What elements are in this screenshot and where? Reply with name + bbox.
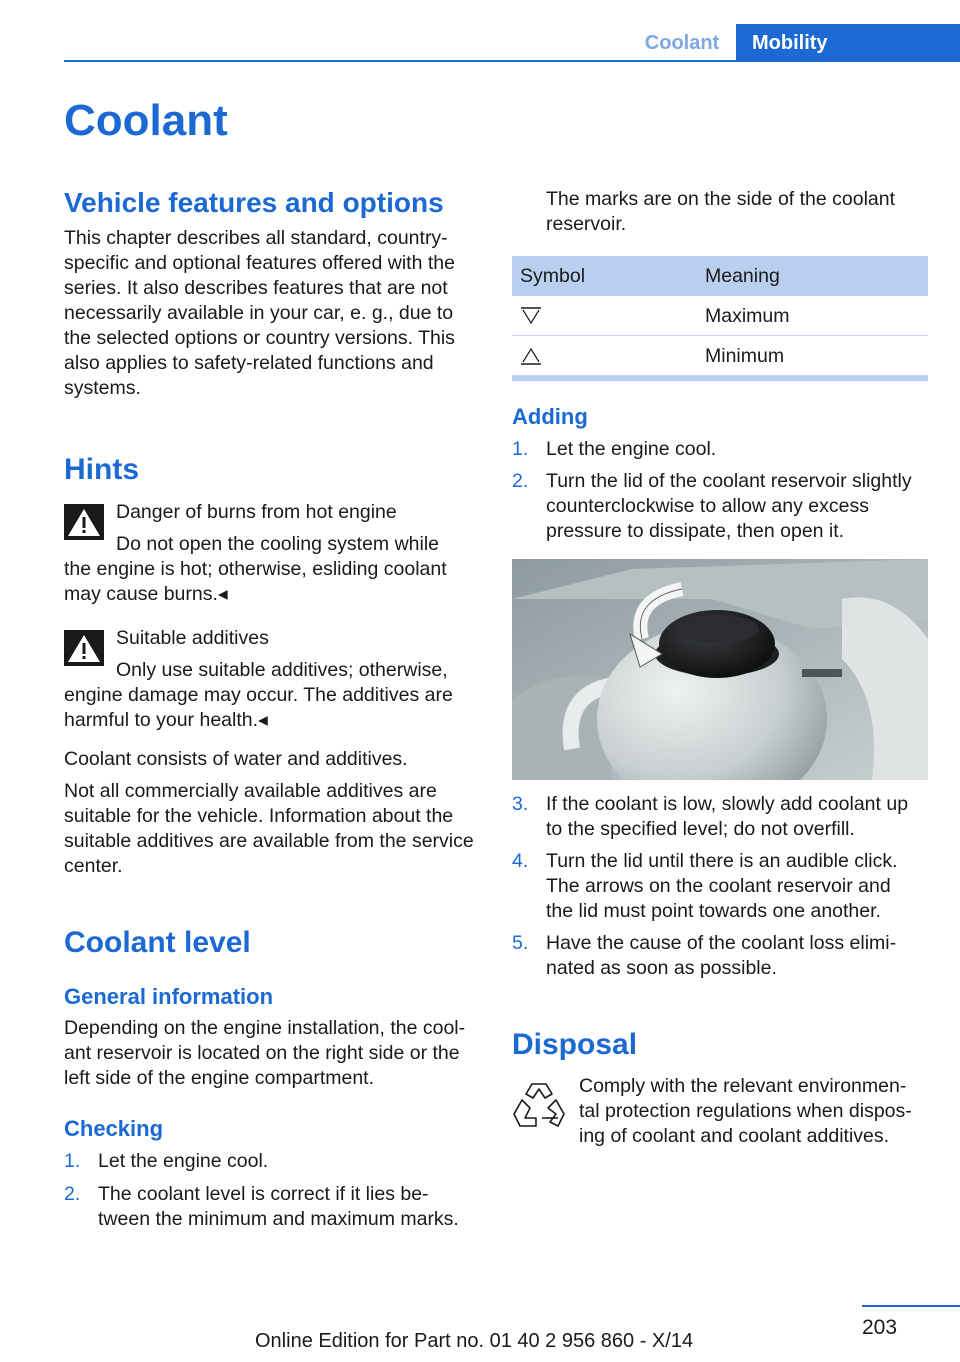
table-cell-meaning: Maximum (705, 305, 790, 327)
hints-paragraph-line: center. (64, 855, 123, 877)
coolant-reservoir-photo (512, 559, 928, 780)
step-number: 2. (64, 1183, 81, 1205)
hints-paragraph: Coolant consists of water and additives. (64, 748, 408, 770)
step-text: counterclockwise to allow any excess (546, 495, 869, 517)
vehicle-line: also applies to safety-related functions and (64, 352, 434, 374)
warning-text: may cause burns.◂ (64, 583, 228, 605)
vehicle-line: systems. (64, 377, 141, 399)
table-cell-meaning: Minimum (705, 345, 785, 367)
warning-triangle-icon (64, 504, 104, 540)
table-row (512, 336, 928, 376)
warning-text: Do not open the cooling system while (116, 533, 440, 555)
step-text: to the specified level; do not overfill. (546, 818, 855, 840)
vehicle-line: specific and optional features offered with the (64, 252, 455, 274)
table-header-row (512, 256, 928, 296)
vehicle-features-heading: Vehicle features and options (64, 187, 444, 218)
warning-text: harmful to your health.◂ (64, 709, 268, 731)
step-number: 3. (512, 793, 529, 815)
warning-title: Danger of burns from hot engine (116, 501, 397, 523)
warning-text: engine damage may occur. The additives are (64, 684, 453, 706)
footer-rule (862, 1305, 960, 1307)
table-end-rule (512, 376, 928, 381)
warning-text: Only use suitable additives; otherwise, (116, 659, 448, 681)
step-text: Have the cause of the coolant loss elimi- (546, 932, 897, 954)
step-text: Turn the lid until there is an audible click. (546, 850, 898, 872)
warning-title: Suitable additives (116, 627, 269, 649)
warning-triangle-icon (64, 630, 104, 666)
table-row (512, 296, 928, 336)
checking-heading: Checking (64, 1116, 164, 1141)
header-section-tab[interactable]: Coolant (644, 32, 720, 54)
disposal-heading: Disposal (512, 1028, 638, 1061)
step-text: If the coolant is low, slowly add coolant up (546, 793, 909, 815)
header-chapter-tab[interactable]: Mobility (736, 24, 960, 62)
footer-edition-text: Online Edition for Part no. 01 40 2 956 860 - X/14 (255, 1330, 694, 1352)
step-text: The arrows on the coolant reservoir and (546, 875, 891, 897)
header-rule (64, 60, 960, 62)
hints-heading: Hints (64, 453, 139, 486)
max-mark-icon (520, 306, 542, 326)
step-number: 4. (512, 850, 529, 872)
page-number: 203 (862, 1316, 898, 1339)
symbol-table (512, 256, 928, 381)
warning-text: the engine is hot; otherwise, esliding coolant (64, 558, 447, 580)
step-text: Let the engine cool. (546, 438, 717, 460)
vehicle-line: the selected options or country versions. This (64, 327, 455, 349)
vehicle-features-section (64, 186, 484, 401)
checking-steps (64, 1149, 484, 1239)
vehicle-line: This chapter describes all standard, country- (64, 227, 448, 249)
adding-steps-before (512, 437, 932, 547)
coolant-level-heading: Coolant level (64, 926, 251, 959)
general-line: left side of the engine compartment. (64, 1067, 375, 1089)
step-text: Turn the lid of the coolant reservoir slightly (546, 470, 912, 492)
step-text: The coolant level is correct if it lies be- (98, 1183, 429, 1205)
general-line: ant reservoir is located on the right side or the (64, 1042, 460, 1064)
step-number: 1. (64, 1150, 81, 1172)
hints-paragraph-line: Not all commercially available additives are (64, 780, 437, 802)
table-header-meaning: Meaning (705, 265, 780, 287)
general-information-heading: General information (64, 984, 274, 1009)
disposal-line: ing of coolant and coolant additives. (579, 1125, 890, 1147)
step-number: 1. (512, 438, 529, 460)
step-number: 2. (512, 470, 529, 492)
general-line: Depending on the engine installation, the cool- (64, 1017, 466, 1039)
page-title: Coolant (64, 96, 228, 145)
disposal-line: Comply with the relevant environmen- (579, 1075, 907, 1097)
disposal-line: tal protection regulations when dispos- (579, 1100, 912, 1122)
step-text: nated as soon as possible. (546, 957, 777, 979)
adding-steps-after (512, 792, 932, 982)
hints-paragraph-line: suitable for the vehicle. Information about the (64, 805, 454, 827)
vehicle-line: necessarily available in your car, e. g., due to (64, 302, 454, 324)
vehicle-line: series. It also describes features that are not (64, 277, 448, 299)
marks-text-line: reservoir. (546, 213, 627, 235)
step-text: tween the minimum and maximum marks. (98, 1208, 459, 1230)
step-number: 5. (512, 932, 529, 954)
hints-paragraph-line: suitable additives are available from the service (64, 830, 474, 852)
table-header-symbol: Symbol (520, 265, 586, 287)
step-text: pressure to dissipate, then open it. (546, 520, 845, 542)
step-text: the lid must point towards one another. (546, 900, 881, 922)
step-text: Let the engine cool. (98, 1150, 269, 1172)
min-mark-icon (520, 346, 542, 366)
recycling-icon (512, 1080, 566, 1132)
adding-heading: Adding (512, 404, 588, 429)
marks-text-line: The marks are on the side of the coolant (546, 188, 896, 210)
